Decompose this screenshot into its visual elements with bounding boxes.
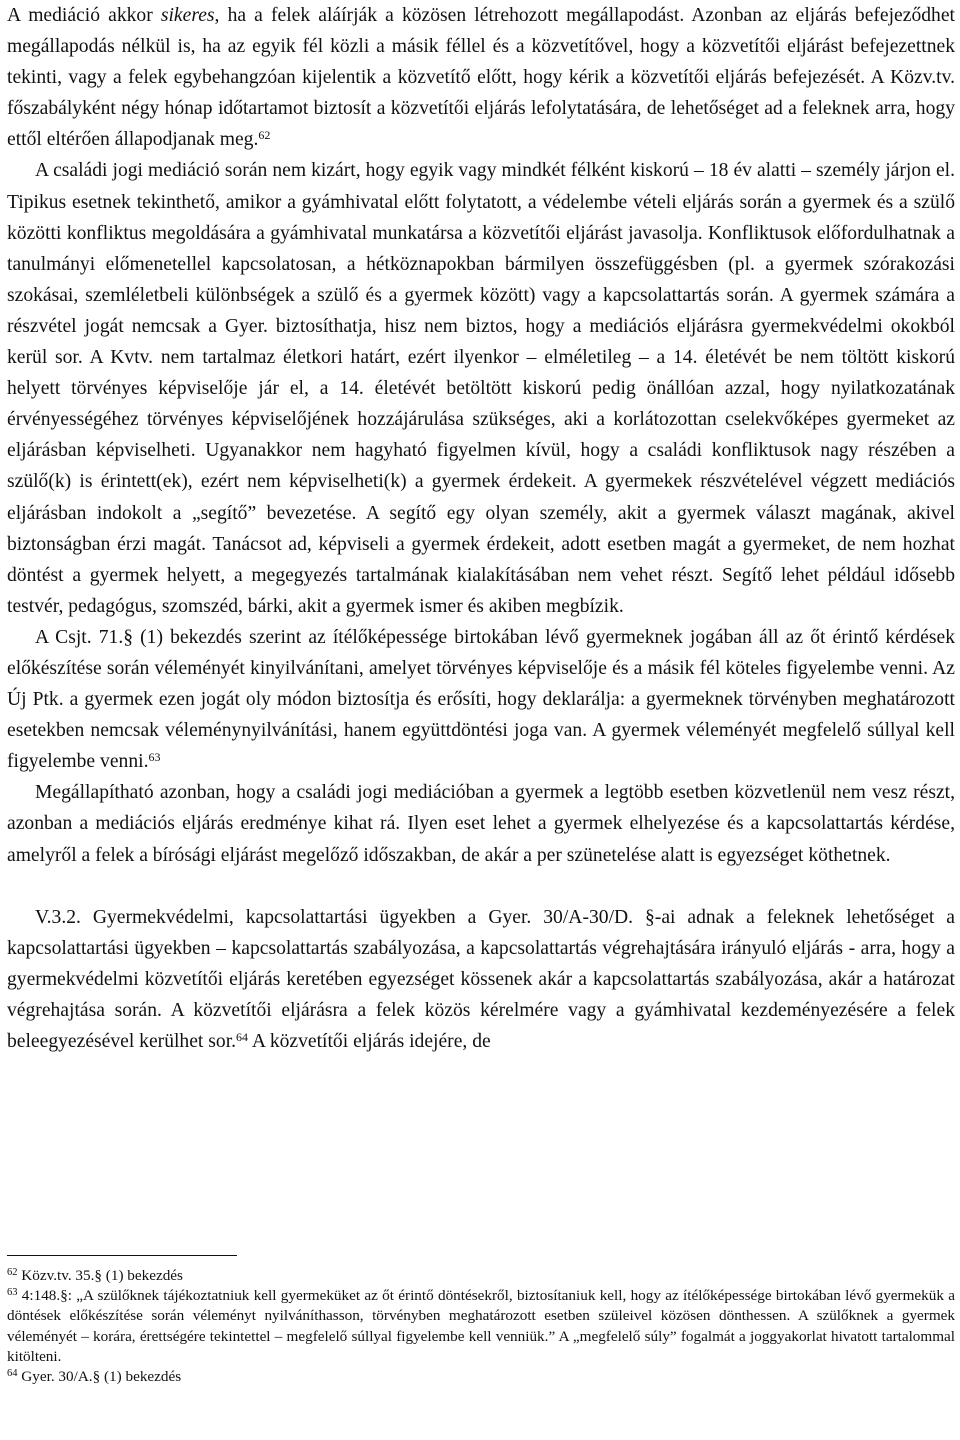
footnote-63 xyxy=(7,1286,955,1367)
footnote-ref-64[interactable]: 64 xyxy=(236,1030,249,1044)
paragraph-section-v-3-2 xyxy=(7,902,955,1057)
footnote-number: 64 xyxy=(7,1368,18,1380)
text-run: V.3.2. Gyermekvédelmi, kapcsolattartási ügyekben a Gyer. 30/A-30/D. §-ai adnak a feleknek lehetőséget a kapcsolattartási ügyekben – kapcsolattartás szabályozása, a kapcsolattartás végrehajtására irányuló eljárás - arra, hogy a gyermekvédelmi közvetítői eljárás keretében egyezséget kössenek akár a kapcsolattartás szabályozása, akár a határozat végrehajtása során. A közvetítői eljárásra a felek közös kérelmére vagy a gyámhivatal kezdeményezésére a felek beleegyezésével kerülhet sor. xyxy=(7,906,955,1052)
body-text xyxy=(7,0,955,1057)
footnote-number: 63 xyxy=(7,1287,18,1299)
text-run: , ha a felek aláírják a közösen létrehozott megállapodást. Azonban az eljárás befejeződhet megállapodás nélkül is, ha az egyik fél közli a másik féllel és a közvetítővel, hogy a közvetítői eljárást befejezettnek tekinti, vagy a felek egybehangzóan kijelentik a közvetítő előtt, hogy kérik a közvetítői eljárás befejezését. A Közv.tv. főszabályként négy hónap időtartamot biztosít a közvetítői eljárás lefolytatására, de lehetőséget ad a feleknek arra, hogy ettől eltérően állapodjanak meg. xyxy=(7,5,955,151)
footnote-ref-63[interactable]: 63 xyxy=(148,750,161,765)
paragraph-gap xyxy=(7,871,955,902)
paragraph-child-opinion xyxy=(7,622,955,777)
italic-term-sikeres: sikeres xyxy=(160,5,215,26)
footnote-text: Közv.tv. 35.§ (1) bekezdés xyxy=(17,1267,183,1284)
text-run: A közvetítői eljárás idejére, de xyxy=(248,1031,491,1052)
footnote-ref-62[interactable]: 62 xyxy=(258,128,271,143)
paragraph-minor-participation xyxy=(7,155,955,621)
paragraph-indirect-involvement xyxy=(7,777,955,870)
footnote-separator xyxy=(7,1255,237,1256)
footnote-64 xyxy=(7,1367,955,1387)
document-page xyxy=(7,0,955,1057)
text-run: Megállapítható azonban, hogy a családi jogi mediációban a gyermek a legtöbb esetben közvetlenül nem vesz részt, azonban a mediációs eljárás eredménye kihat rá. Ilyen eset lehet a gyermek elhelyezése és a kapcsolattartás kérdése, amelyről a felek a bírósági eljárást megelőző időszakban, de akár a per szünetelése alatt is egyezséget köthetnek. xyxy=(7,782,955,866)
footnote-text: Gyer. 30/A.§ (1) bekezdés xyxy=(17,1368,182,1386)
text-run: A családi jogi mediáció során nem kizárt, hogy egyik vagy mindkét félként kiskorú – 18 év alatti – személy járjon el. Tipikus esetnek tekinthető, amikor a gyámhivatal előtt folytatott, a védelembe vételi eljárás során a gyermek és a szülő közötti konfliktus megoldására a gyámhivatal munkatársa a közvetítői eljárást javasolja. Konfliktusok előfordulhatnak a tanulmányi előmenetellel kapcsolatosan, a hétköznapokban bármilyen összefüggésben (pl. a gyermek szórakozási szokásai, szemléletbeli különbségek a szülő és a gyermek között) vagy a kapcsolattartás során. A gyermek számára a részvétel jogát nemcsak a Gyer. biztosíthatja, hisz nem biztos, hogy a mediációs eljárásra gyermekvédelmi okokból kerül sor. A Kvtv. nem tartalmaz életkori határt, ezért ilyenkor – elméletileg – a 14. életévét be nem töltött kiskorú helyett törvényes képviselője jár el, a 14. életévét betöltött kiskorú pedig önállóan azzal, hogy nyilatkozatának érvényességéhez törvényes képviselőjének hozzájárulása szükséges, aki a korlátozottan cselekvőképes gyermeket az eljárásban képviselheti. Ugyanakkor nem hagyható figyelmen kívül, hogy a családi konfliktusok nagy részében a szülő(k) is érintett(ek), ezért nem képviselheti(k) a gyermek érdekeit. A gyermekek részvételével végzett mediációs eljárásban indokolt a „segítő” bevezetése. A segítő egy olyan személy, akit a gyermek választ magának, akivel biztonságban érzi magát. Tanácsot ad, képviseli a gyermek érdekeit, adott esetben magát a gyermeket, de nem hozhat döntést a gyermek helyett, a megegyezés tartalmának kialakításában nem vehet részt. Segítő lehet például idősebb testvér, pedagógus, szomszéd, bárki, akit a gyermek ismer és akiben megbízik. xyxy=(7,160,955,617)
footnote-number: 62 xyxy=(7,1267,18,1278)
footnote-text: 4:148.§: „A szülőknek tájékoztatniuk kell gyermeküket az őt érintő döntésekről, biztosítaniuk kell, hogy az ítélőképessége birtokában lévő gyermekük a döntések előkészítése során véleményt nyilváníthasson, törvényben meghatározott esetben szüleivel közösen dönthessen. A szülőknek a gyermek véleményét – korára, érettségére tekintettel – megfelelő súllyal figyelembe kell venniük.” A „megfelelő súly” fogalmát a joggyakorlat hivatott tartalommal kitölteni. xyxy=(7,1287,955,1365)
text-run: A Csjt. 71.§ (1) bekezdés szerint az ítélőképessége birtokában lévő gyermeknek jogában áll az őt érintő kérdések előkészítése során véleményét kinyilvánítani, amelyet törvényes képviselője és a másik fél köteles figyelembe venni. Az Új Ptk. a gyermek ezen jogát oly módon biztosítja és erősíti, hogy deklarálja: a gyermeknek törvényben meghatározott esetekben nemcsak véleménynyilvánítási, hanem együttdöntési joga van. A gyermek véleményét megfelelő súllyal kell figyelembe venni. xyxy=(7,626,955,773)
footnotes-section xyxy=(7,1255,955,1387)
text-run: A mediáció akkor xyxy=(7,5,161,26)
footnote-62 xyxy=(7,1266,955,1286)
paragraph-mediation-success xyxy=(7,0,955,155)
